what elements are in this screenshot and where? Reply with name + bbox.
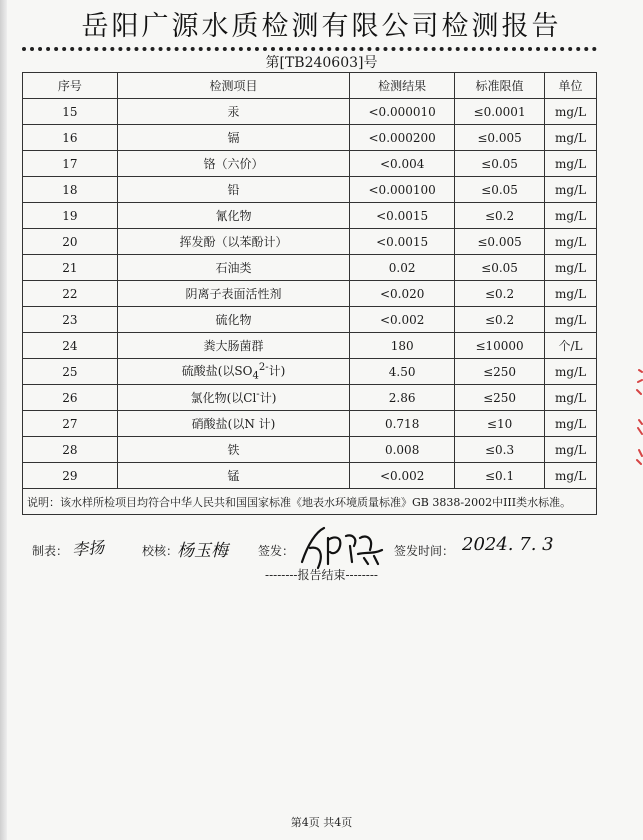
seal-edge-fragment	[629, 360, 643, 470]
table-row	[23, 385, 597, 411]
compiled-signature: 李扬	[71, 537, 105, 560]
cell-result: <0.000100	[350, 177, 455, 203]
cell-no: 29	[23, 463, 118, 489]
cell-unit: mg/L	[545, 463, 597, 489]
col-header-limit: 标准限值	[455, 73, 545, 99]
item-superscript: -	[256, 389, 260, 400]
col-header-no: 序号	[23, 73, 118, 99]
cell-limit: ≤0.0001	[455, 99, 545, 125]
cell-no: 21	[23, 255, 118, 281]
cell-no: 19	[23, 203, 118, 229]
cell-item: 氰化物	[117, 203, 349, 229]
item-text-suffix: 计)	[268, 363, 286, 378]
col-header-item: 检测项目	[117, 73, 349, 99]
cell-result: <0.0015	[350, 203, 455, 229]
table-row	[23, 151, 597, 177]
cell-limit: ≤0.05	[455, 151, 545, 177]
table-note-row	[23, 489, 597, 515]
col-header-result: 检测结果	[350, 73, 455, 99]
cell-no: 16	[23, 125, 118, 151]
item-text-suffix: 计)	[259, 391, 277, 405]
checked-signature: 杨玉梅	[177, 541, 228, 561]
cell-result: <0.000200	[350, 125, 455, 151]
cell-limit: ≤0.2	[455, 203, 545, 229]
cell-no: 15	[23, 99, 118, 125]
cell-limit: ≤250	[455, 359, 545, 385]
table-row	[23, 99, 597, 125]
cell-unit: mg/L	[545, 125, 597, 151]
cell-result: <0.000010	[350, 99, 455, 125]
cell-item: 铁	[117, 437, 349, 463]
cell-unit: mg/L	[545, 281, 597, 307]
report-title: 岳阳广源水质检测有限公司检测报告	[81, 11, 562, 42]
cell-limit: ≤0.3	[455, 437, 545, 463]
report-end-mark: --------报告结束--------	[265, 568, 378, 582]
cell-limit: ≤250	[455, 385, 545, 411]
item-superscript: 2-	[258, 361, 269, 373]
table-row	[23, 359, 597, 385]
page-edge	[0, 0, 7, 840]
cell-result: 2.86	[350, 385, 455, 411]
cell-unit: mg/L	[545, 255, 597, 281]
cell-unit: 个/L	[545, 333, 597, 359]
table-row	[23, 307, 597, 333]
cell-no: 25	[23, 359, 118, 385]
cell-unit: mg/L	[545, 437, 597, 463]
cell-unit: mg/L	[545, 177, 597, 203]
cell-item: 粪大肠菌群	[117, 333, 349, 359]
cell-result: <0.004	[350, 151, 455, 177]
cell-unit: mg/L	[545, 411, 597, 437]
cell-unit: mg/L	[545, 151, 597, 177]
cell-no: 28	[23, 437, 118, 463]
cell-no: 18	[23, 177, 118, 203]
cell-unit: mg/L	[545, 99, 597, 125]
cell-limit: ≤0.005	[455, 125, 545, 151]
table-row	[23, 125, 597, 151]
results-table	[22, 72, 597, 515]
page-footer: 第4页 共4页	[290, 816, 353, 829]
item-text: 氯化物(以Cl	[190, 391, 257, 405]
table-row	[23, 203, 597, 229]
cell-item: 阴离子表面活性剂	[117, 281, 349, 307]
table-row	[23, 177, 597, 203]
table-row	[23, 281, 597, 307]
cell-item: 石油类	[117, 255, 349, 281]
cell-result: 0.008	[350, 437, 455, 463]
cell-unit: mg/L	[545, 203, 597, 229]
cell-no: 17	[23, 151, 118, 177]
report-number-line	[0, 52, 643, 72]
table-row	[23, 463, 597, 489]
cell-no: 22	[23, 281, 118, 307]
cell-item: 铬（六价）	[117, 151, 349, 177]
cell-item	[117, 359, 349, 385]
cell-result: 4.50	[350, 359, 455, 385]
cell-unit: mg/L	[545, 359, 597, 385]
item-text: 硫酸盐(以SO	[181, 363, 253, 378]
cell-no: 23	[23, 307, 118, 333]
cell-item: 汞	[117, 99, 349, 125]
issue-date: 2024. 7. 3	[462, 534, 554, 555]
cell-item	[117, 385, 349, 411]
cell-item: 镉	[117, 125, 349, 151]
cell-item: 硝酸盐(以N 计)	[117, 411, 349, 437]
table-row	[23, 229, 597, 255]
cell-unit: mg/L	[545, 307, 597, 333]
issued-signature-scribble	[294, 524, 384, 572]
cell-no: 27	[23, 411, 118, 437]
cell-item: 硫化物	[117, 307, 349, 333]
table-row	[23, 437, 597, 463]
issued-label: 签发：	[258, 544, 295, 558]
cell-item: 挥发酚（以苯酚计）	[117, 229, 349, 255]
cell-limit: ≤0.05	[455, 177, 545, 203]
cell-item: 锰	[117, 463, 349, 489]
table-header-row	[23, 73, 597, 99]
cell-limit: ≤10	[455, 411, 545, 437]
cell-no: 24	[23, 333, 118, 359]
col-header-unit: 单位	[545, 73, 597, 99]
cell-result: 0.02	[350, 255, 455, 281]
cell-result: <0.002	[350, 307, 455, 333]
checked-label: 校核：	[142, 544, 179, 558]
cell-limit: ≤10000	[455, 333, 545, 359]
cell-no: 20	[23, 229, 118, 255]
report-number: [TB240603]	[279, 55, 364, 71]
report-number-suffix: 号	[363, 55, 378, 71]
cell-limit: ≤0.1	[455, 463, 545, 489]
cell-limit: ≤0.005	[455, 229, 545, 255]
table-row	[23, 255, 597, 281]
cell-result: <0.0015	[350, 229, 455, 255]
cell-result: 180	[350, 333, 455, 359]
cell-item: 铅	[117, 177, 349, 203]
cell-unit: mg/L	[545, 229, 597, 255]
cell-result: 0.718	[350, 411, 455, 437]
cell-unit: mg/L	[545, 385, 597, 411]
table-note: 说明：该水样所检项目均符合中华人民共和国国家标准《地表水环境质量标准》GB 3838-2002中III类水标准。	[23, 489, 597, 515]
report-number-prefix: 第	[265, 55, 280, 71]
compiled-label: 制表：	[32, 544, 69, 558]
cell-no: 26	[23, 385, 118, 411]
cell-result: <0.020	[350, 281, 455, 307]
title-divider	[22, 47, 597, 51]
cell-limit: ≤0.2	[455, 307, 545, 333]
issue-time-label: 签发时间：	[394, 544, 455, 558]
cell-limit: ≤0.2	[455, 281, 545, 307]
table-row	[23, 411, 597, 437]
cell-limit: ≤0.05	[455, 255, 545, 281]
item-subscript: 4	[252, 370, 259, 382]
table-row	[23, 333, 597, 359]
cell-result: <0.002	[350, 463, 455, 489]
